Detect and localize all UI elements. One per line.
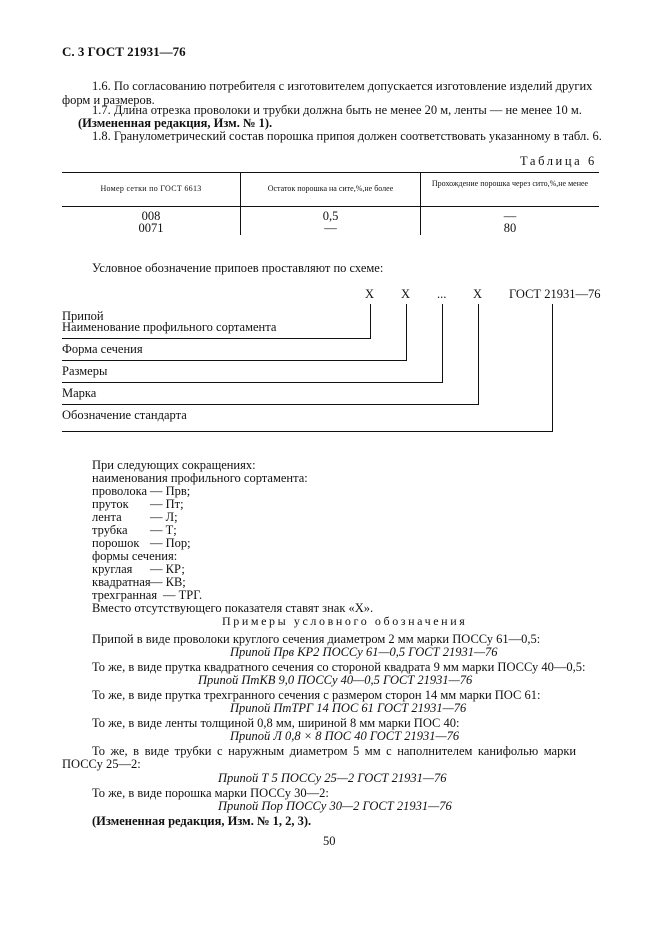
abbrev-section-name: трехгранная — [92, 588, 158, 602]
table-cell: 0,5 — [322, 209, 339, 223]
abbrev-profile-name: трубка — [92, 523, 128, 537]
abbrev-profile-name: лента — [92, 510, 122, 524]
scheme-label-standard: Обозначение стандарта — [62, 408, 187, 422]
scheme-leader-v2 — [406, 304, 407, 361]
page-number: 50 — [323, 834, 336, 848]
scheme-leader-v1 — [370, 304, 371, 339]
abbrev-section-code: — ТРГ. — [163, 588, 203, 602]
abbrev-profile-name: порошок — [92, 536, 140, 550]
scheme-leader-v4 — [478, 304, 479, 405]
abbrev-section-code: — КР; — [150, 562, 185, 576]
abbrev-intro: При следующих сокращениях: — [92, 458, 256, 472]
scheme-leader-v5 — [552, 304, 553, 432]
table-cell: — — [503, 209, 517, 223]
table-header-rule — [62, 206, 599, 207]
scheme-symbol-section: Х — [401, 287, 411, 301]
scheme-label-size: Размеры — [62, 364, 108, 378]
abbrev-profile-code: — Пт; — [150, 497, 184, 511]
amendment-note-2: (Измененная редакция, Изм. № 1, 2, 3). — [92, 814, 312, 828]
table-caption: Таблица 6 — [520, 154, 597, 168]
scheme-symbol-size: ... — [437, 287, 447, 301]
page-header: С. 3 ГОСТ 21931—76 — [62, 44, 186, 59]
abbrev-missing: Вместо отсутствующего показателя ставят знак «Х». — [92, 601, 374, 615]
example-1-code: Припой Прв КР2 ПОССу 61—0,5 ГОСТ 21931—76 — [230, 645, 498, 659]
abbrev-profile-heading: наименования профильного сортамента: — [92, 471, 308, 485]
example-5-text-cont: ПОССу 25—2: — [62, 757, 141, 771]
abbrev-section-name: квадратная — [92, 575, 151, 589]
scheme-intro: Условное обозначение припоев проставляют по схеме: — [92, 261, 384, 275]
table-cell: 008 — [141, 209, 161, 223]
abbrev-profile-code: — Прв; — [150, 484, 191, 498]
example-5-text: То же, в виде трубки с наружным диаметром 5 мм с наполнителем канифолью марки — [92, 744, 577, 758]
paragraph-1-7: 1.7. Длина отрезка проволоки и трубки должна быть не менее 20 м, ленты — не менее 10 м. — [92, 103, 582, 117]
table-cell: 0071 — [138, 221, 164, 235]
scheme-symbol-name: Х — [365, 287, 375, 301]
scheme-symbol-grade: Х — [473, 287, 483, 301]
abbrev-profile-name: проволока — [92, 484, 148, 498]
table-header-residue: Остаток порошка на сите,%,не более — [267, 184, 394, 193]
example-4-code: Припой Л 0,8 × 8 ПОС 40 ГОСТ 21931—76 — [230, 729, 460, 743]
scheme-leader-h2 — [62, 360, 407, 361]
abbrev-profile-name: пруток — [92, 497, 129, 511]
example-6-text: То же, в виде порошка марки ПОССу 30—2: — [92, 786, 329, 800]
example-4-text: То же, в виде ленты толщиной 0,8 мм, шириной 8 мм марки ПОС 40: — [92, 716, 460, 730]
scheme-leader-h3 — [62, 382, 443, 383]
table-cell: — — [324, 221, 337, 235]
table-top-rule — [62, 172, 599, 173]
example-3-code: Припой ПтТРГ 14 ПОС 61 ГОСТ 21931—76 — [230, 701, 467, 715]
scheme-label-grade: Марка — [62, 386, 97, 400]
example-2-text: То же, в виде прутка квадратного сечения со стороной квадрата 9 мм марки ПОССу 40—0,5: — [92, 660, 586, 674]
scheme-leader-h5 — [62, 431, 553, 432]
scheme-leader-v3 — [442, 304, 443, 383]
scheme-leader-h1 — [62, 338, 371, 339]
paragraph-1-8: 1.8. Гранулометрический состав порошка припоя должен соответствовать указанному в табл. 6. — [92, 129, 602, 143]
table-cell: 80 — [503, 221, 517, 235]
scheme-label-profile: Наименование профильного сортамента — [62, 320, 277, 334]
scheme-standard: ГОСТ 21931—76 — [509, 287, 601, 301]
table-header-mesh: Номер сетки по ГОСТ 6613 — [100, 184, 202, 193]
paragraph-1-6: 1.6. По согласованию потребителя с изготовителем допускается изготовление изделий других — [92, 79, 593, 93]
abbrev-profile-code: — Пор; — [150, 536, 191, 550]
example-1-text: Припой в виде проволоки круглого сечения диаметром 2 мм марки ПОССу 61—0,5: — [92, 632, 541, 646]
amendment-note-1: (Измененная редакция, Изм. № 1). — [78, 116, 273, 130]
example-5-code: Припой Т 5 ПОССу 25—2 ГОСТ 21931—76 — [218, 771, 447, 785]
example-2-code: Припой ПтКВ 9,0 ПОССу 40—0,5 ГОСТ 21931—76 — [198, 673, 473, 687]
table-header-passage: Прохождение порошка через сито,%,не менее — [431, 179, 589, 188]
example-6-code: Припой Пор ПОССу 30—2 ГОСТ 21931—76 — [218, 799, 452, 813]
abbrev-section-heading: формы сечения: — [92, 549, 178, 563]
examples-title: Примеры условного обозначения — [222, 614, 468, 628]
abbrev-section-name: круглая — [92, 562, 133, 576]
scheme-label-pripoy: Припой — [62, 309, 104, 323]
abbrev-profile-code: — Л; — [150, 510, 178, 524]
scheme-leader-h4 — [62, 404, 479, 405]
example-3-text: То же, в виде прутка трехгранного сечения с размером сторон 14 мм марки ПОС 61: — [92, 688, 541, 702]
abbrev-section-code: — КВ; — [150, 575, 186, 589]
paragraph-1-6-cont: форм и размеров. — [62, 93, 155, 107]
scheme-label-section: Форма сечения — [62, 342, 143, 356]
abbrev-profile-code: — Т; — [150, 523, 177, 537]
